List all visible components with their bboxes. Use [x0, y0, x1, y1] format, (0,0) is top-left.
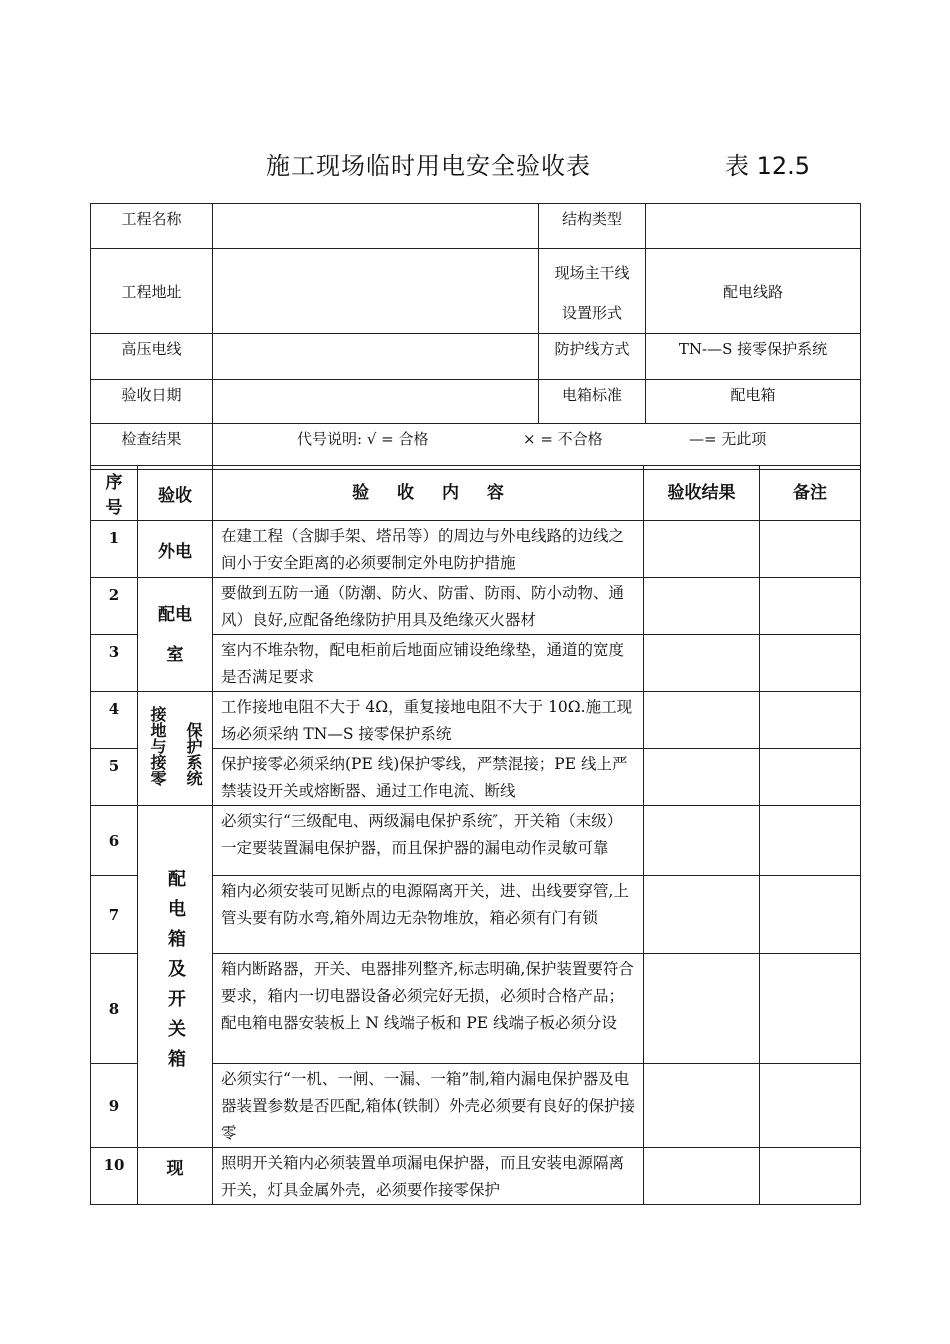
category-box: 配电箱及开关箱 [138, 806, 213, 1148]
row-result[interactable] [644, 635, 760, 692]
high-voltage-label: 高压电线 [91, 334, 213, 380]
row-content: 在建工程（含脚手架、塔吊等）的周边与外电线路的边线之间小于安全距离的必须要制定外电防护措施 [213, 521, 644, 578]
structure-type-value[interactable] [646, 204, 861, 249]
category-site: 现 [138, 1148, 213, 1205]
date-value[interactable] [213, 380, 539, 424]
legend-pass: 代号说明: √ = 合格 [297, 430, 429, 448]
row-number: 8 [91, 954, 138, 1064]
protection-label: 防护线方式 [539, 334, 646, 380]
row-result[interactable] [644, 749, 760, 806]
page-title: 施工现场临时用电安全验收表 [266, 152, 591, 180]
row-number: 4 [91, 692, 138, 749]
category-distribution-room: 配电 室 [138, 578, 213, 692]
inspection-table [90, 465, 861, 1205]
row-number: 3 [91, 635, 138, 692]
row-number: 9 [91, 1064, 138, 1148]
legend-fail: × = 不合格 [523, 430, 603, 448]
row-content: 保护接零必须采纳(PE 线)保护零线，严禁混接；PE 线上严禁装设开关或熔断器、通过工作电流、断线 [213, 749, 644, 806]
header-result: 验收结果 [644, 466, 760, 521]
row-result[interactable] [644, 1064, 760, 1148]
row-note[interactable] [760, 876, 861, 954]
row-content: 必须实行“一机、一闸、一漏、一箱”制,箱内漏电保护器及电器装置参数是否匹配,箱体(铁制）外壳必须要有良好的保护接零 [213, 1064, 644, 1148]
protection-value: TN-—S 接零保护系统 [646, 334, 861, 380]
header-content: 验 收 内 容 [213, 466, 644, 521]
high-voltage-value[interactable] [213, 334, 539, 380]
row-number: 1 [91, 521, 138, 578]
category-grounding-left: 接地与接零 [148, 706, 167, 786]
row-content: 照明开关箱内必须装置单项漏电保护器，而且安装电源隔离开关，灯具金属外壳，必须要作接零保护 [213, 1148, 644, 1205]
trunk-line-label: 现场主干线 设置形式 [539, 249, 646, 334]
header-seq: 序 号 [91, 466, 138, 521]
row-note[interactable] [760, 692, 861, 749]
row-note[interactable] [760, 749, 861, 806]
row-number: 7 [91, 876, 138, 954]
structure-type-label: 结构类型 [539, 204, 646, 249]
row-result[interactable] [644, 578, 760, 635]
date-label: 验收日期 [91, 380, 213, 424]
box-standard-value: 配电箱 [646, 380, 861, 424]
table-number: 表 12.5 [725, 152, 811, 180]
legend-na: —= 无此项 [689, 430, 767, 448]
category-grounding [138, 692, 213, 806]
row-number: 6 [91, 806, 138, 876]
header-note: 备注 [760, 466, 861, 521]
row-number: 5 [91, 749, 138, 806]
row-content: 必须实行“三级配电、两级漏电保护系统″，开关箱（末级）一定要装置漏电保护器，而且保护器的漏电动作灵敏可靠 [213, 806, 644, 876]
row-note[interactable] [760, 635, 861, 692]
row-result[interactable] [644, 521, 760, 578]
category-external: 外电 [138, 521, 213, 578]
project-name-label: 工程名称 [91, 204, 213, 249]
row-content: 要做到五防一通（防潮、防火、防雷、防雨、防小动物、通风）良好,应配备绝缘防护用具及绝缘灭火器材 [213, 578, 644, 635]
row-note[interactable] [760, 521, 861, 578]
row-result[interactable] [644, 876, 760, 954]
row-content: 箱内必须安装可见断点的电源隔离开关，进、出线要穿管,上管头要有防水弯,箱外周边无杂物堆放，箱必须有门有锁 [213, 876, 644, 954]
row-note[interactable] [760, 578, 861, 635]
row-note[interactable] [760, 1064, 861, 1148]
legend [213, 424, 861, 470]
trunk-line-value: 配电线路 [646, 249, 861, 334]
row-number: 2 [91, 578, 138, 635]
row-result[interactable] [644, 806, 760, 876]
category-grounding-right: 保护系统 [184, 722, 203, 786]
row-note[interactable] [760, 1148, 861, 1205]
project-address-label: 工程地址 [91, 249, 213, 334]
row-note[interactable] [760, 806, 861, 876]
row-content: 室内不堆杂物，配电柜前后地面应铺设绝缘垫，通道的宽度是否满足要求 [213, 635, 644, 692]
project-name-value[interactable] [213, 204, 539, 249]
row-note[interactable] [760, 954, 861, 1064]
header-item: 验收 [138, 466, 213, 521]
box-standard-label: 电箱标准 [539, 380, 646, 424]
row-content: 箱内断路器，开关、电器排列整齐,标志明确,保护装置要符合要求，箱内一切电器设备必须完好无损，必须时合格产品；配电箱电器安装板上 N 线端子板和 PE 线端子板必须分设 [213, 954, 644, 1064]
project-address-value[interactable] [213, 249, 539, 334]
row-result[interactable] [644, 692, 760, 749]
row-result[interactable] [644, 954, 760, 1064]
row-number: 10 [91, 1148, 138, 1205]
row-content: 工作接地电阻不大于 4Ω，重复接地电阻不大于 10Ω.施工现场必须采纳 TN—S 接零保护系统 [213, 692, 644, 749]
check-result-label: 检查结果 [91, 424, 213, 470]
project-info-table [90, 203, 861, 470]
row-result[interactable] [644, 1148, 760, 1205]
